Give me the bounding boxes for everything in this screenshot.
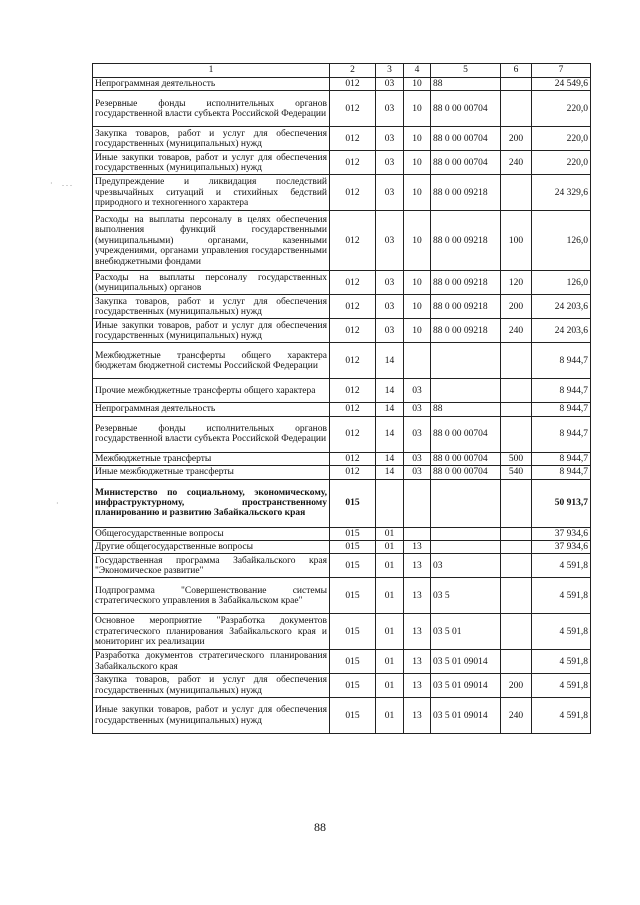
header-col-3: 3 bbox=[376, 64, 404, 78]
row-target-article: 88 0 00 09218 bbox=[431, 295, 501, 319]
row-target-article: 88 0 00 00704 bbox=[431, 151, 501, 175]
row-expense-type bbox=[501, 650, 532, 674]
row-amount: 24 203,6 bbox=[532, 319, 591, 343]
header-col-6: 6 bbox=[501, 64, 532, 78]
row-expense-type: 240 bbox=[501, 151, 532, 175]
row-subsection: 13 bbox=[404, 578, 431, 614]
row-amount: 4 591,8 bbox=[532, 698, 591, 734]
table-row bbox=[93, 452, 591, 465]
row-name: Непрограммная деятельность bbox=[93, 403, 330, 416]
row-subsection bbox=[404, 527, 431, 540]
row-name: Межбюджетные трансферты общего характера бюджетам бюджетной системы Российской Федерации bbox=[93, 343, 330, 379]
row-section: 01 bbox=[376, 698, 404, 734]
table-row bbox=[93, 674, 591, 698]
header-col-5: 5 bbox=[431, 64, 501, 78]
row-name: Расходы на выплаты персоналу в целях обеспечения выполнения функций государственными (муниципальными) органами, казенными учреждениями, органами управления государственными внебюджетными фондами bbox=[93, 211, 330, 271]
row-section: 03 bbox=[376, 271, 404, 295]
margin-mark: · bbox=[50, 179, 53, 188]
row-name: Закупка товаров, работ и услуг для обеспечения государственных (муниципальных) нужд bbox=[93, 127, 330, 151]
row-target-article: 88 0 00 00704 bbox=[431, 452, 501, 465]
row-section: 03 bbox=[376, 127, 404, 151]
row-admin-code: 015 bbox=[330, 541, 376, 554]
row-subsection: 10 bbox=[404, 271, 431, 295]
row-section: 03 bbox=[376, 295, 404, 319]
row-admin-code: 012 bbox=[330, 151, 376, 175]
table-row bbox=[93, 379, 591, 403]
row-name: Межбюджетные трансферты bbox=[93, 452, 330, 465]
table-body bbox=[93, 78, 591, 734]
row-section: 14 bbox=[376, 403, 404, 416]
row-expense-type bbox=[501, 578, 532, 614]
table-row bbox=[93, 343, 591, 379]
row-admin-code: 012 bbox=[330, 452, 376, 465]
row-subsection: 10 bbox=[404, 295, 431, 319]
row-section: 01 bbox=[376, 650, 404, 674]
row-amount: 8 944,7 bbox=[532, 343, 591, 379]
table-row bbox=[93, 578, 591, 614]
row-target-article: 88 0 00 00704 bbox=[431, 127, 501, 151]
row-subsection: 13 bbox=[404, 554, 431, 578]
row-target-article bbox=[431, 527, 501, 540]
row-section: 14 bbox=[376, 466, 404, 479]
row-subsection: 10 bbox=[404, 319, 431, 343]
table-row bbox=[93, 271, 591, 295]
row-subsection: 13 bbox=[404, 614, 431, 650]
row-admin-code: 012 bbox=[330, 78, 376, 91]
row-expense-type bbox=[501, 527, 532, 540]
row-admin-code: 015 bbox=[330, 650, 376, 674]
row-section: 03 bbox=[376, 175, 404, 211]
row-expense-type: 120 bbox=[501, 271, 532, 295]
row-section bbox=[376, 479, 404, 527]
row-section: 03 bbox=[376, 91, 404, 127]
row-amount: 4 591,8 bbox=[532, 554, 591, 578]
header-col-7: 7 bbox=[532, 64, 591, 78]
header-row bbox=[93, 64, 591, 78]
row-amount: 8 944,7 bbox=[532, 403, 591, 416]
margin-mark: · bbox=[56, 499, 59, 508]
header-col-2: 2 bbox=[330, 64, 376, 78]
row-section: 01 bbox=[376, 527, 404, 540]
row-target-article bbox=[431, 479, 501, 527]
margin-mark: . . . bbox=[62, 179, 72, 188]
row-name: Закупка товаров, работ и услуг для обеспечения государственных (муниципальных) нужд bbox=[93, 674, 330, 698]
row-subsection: 13 bbox=[404, 698, 431, 734]
row-name: Общегосударственные вопросы bbox=[93, 527, 330, 540]
row-subsection: 03 bbox=[404, 452, 431, 465]
row-subsection: 13 bbox=[404, 650, 431, 674]
row-expense-type: 240 bbox=[501, 319, 532, 343]
row-subsection: 10 bbox=[404, 127, 431, 151]
row-section: 14 bbox=[376, 379, 404, 403]
row-name: Резервные фонды исполнительных органов государственной власти субъекта Российской Федерации bbox=[93, 416, 330, 452]
row-section: 01 bbox=[376, 614, 404, 650]
row-section: 03 bbox=[376, 78, 404, 91]
row-name: Разработка документов стратегического планирования Забайкальского края bbox=[93, 650, 330, 674]
table-row bbox=[93, 416, 591, 452]
row-subsection: 13 bbox=[404, 674, 431, 698]
row-expense-type bbox=[501, 78, 532, 91]
row-section: 01 bbox=[376, 554, 404, 578]
table-row bbox=[93, 479, 591, 527]
row-expense-type bbox=[501, 416, 532, 452]
row-name: Государственная программа Забайкальского края "Экономическое развитие" bbox=[93, 554, 330, 578]
row-name: Министерство по социальному, экономическому, инфраструктурному, пространственному планированию и развитию Забайкальского края bbox=[93, 479, 330, 527]
row-amount: 4 591,8 bbox=[532, 578, 591, 614]
row-subsection: 10 bbox=[404, 211, 431, 271]
table-row bbox=[93, 466, 591, 479]
row-amount: 8 944,7 bbox=[532, 416, 591, 452]
row-amount: 4 591,8 bbox=[532, 614, 591, 650]
row-expense-type bbox=[501, 554, 532, 578]
row-admin-code: 015 bbox=[330, 614, 376, 650]
row-expense-type bbox=[501, 614, 532, 650]
row-target-article: 03 5 01 09014 bbox=[431, 674, 501, 698]
row-target-article: 03 5 01 09014 bbox=[431, 698, 501, 734]
row-expense-type bbox=[501, 541, 532, 554]
row-expense-type: 240 bbox=[501, 698, 532, 734]
row-target-article: 88 0 00 00704 bbox=[431, 416, 501, 452]
row-subsection: 10 bbox=[404, 91, 431, 127]
row-admin-code: 015 bbox=[330, 674, 376, 698]
row-target-article: 88 0 00 09218 bbox=[431, 175, 501, 211]
row-expense-type bbox=[501, 175, 532, 211]
row-target-article: 88 0 00 00704 bbox=[431, 91, 501, 127]
row-admin-code: 015 bbox=[330, 527, 376, 540]
row-name: Расходы на выплаты персоналу государственных (муниципальных) органов bbox=[93, 271, 330, 295]
row-amount: 37 934,6 bbox=[532, 541, 591, 554]
row-target-article bbox=[431, 379, 501, 403]
row-admin-code: 015 bbox=[330, 479, 376, 527]
row-name: Резервные фонды исполнительных органов государственной власти субъекта Российской Федерации bbox=[93, 91, 330, 127]
row-target-article: 88 bbox=[431, 78, 501, 91]
row-name: Непрограммная деятельность bbox=[93, 78, 330, 91]
row-expense-type bbox=[501, 379, 532, 403]
row-expense-type: 500 bbox=[501, 452, 532, 465]
row-subsection: 03 bbox=[404, 379, 431, 403]
row-amount: 8 944,7 bbox=[532, 452, 591, 465]
table-row bbox=[93, 554, 591, 578]
table-row bbox=[93, 403, 591, 416]
row-subsection: 03 bbox=[404, 466, 431, 479]
row-admin-code: 012 bbox=[330, 343, 376, 379]
row-name: Иные закупки товаров, работ и услуг для обеспечения государственных (муниципальных) нужд bbox=[93, 151, 330, 175]
row-amount: 220,0 bbox=[532, 91, 591, 127]
row-admin-code: 012 bbox=[330, 127, 376, 151]
table-row bbox=[93, 211, 591, 271]
table-row bbox=[93, 541, 591, 554]
row-section: 03 bbox=[376, 151, 404, 175]
row-target-article: 03 5 01 09014 bbox=[431, 650, 501, 674]
row-amount: 4 591,8 bbox=[532, 674, 591, 698]
row-section: 14 bbox=[376, 416, 404, 452]
row-admin-code: 012 bbox=[330, 403, 376, 416]
row-admin-code: 012 bbox=[330, 319, 376, 343]
row-admin-code: 015 bbox=[330, 578, 376, 614]
budget-table bbox=[92, 63, 591, 734]
row-subsection: 03 bbox=[404, 403, 431, 416]
row-target-article: 88 0 00 09218 bbox=[431, 319, 501, 343]
row-subsection: 13 bbox=[404, 541, 431, 554]
row-admin-code: 012 bbox=[330, 91, 376, 127]
row-section: 01 bbox=[376, 674, 404, 698]
row-expense-type: 200 bbox=[501, 674, 532, 698]
table-row bbox=[93, 78, 591, 91]
row-amount: 50 913,7 bbox=[532, 479, 591, 527]
row-subsection: 10 bbox=[404, 175, 431, 211]
row-expense-type: 100 bbox=[501, 211, 532, 271]
row-expense-type: 200 bbox=[501, 127, 532, 151]
row-amount: 24 329,6 bbox=[532, 175, 591, 211]
row-subsection: 03 bbox=[404, 416, 431, 452]
table-row bbox=[93, 527, 591, 540]
table-row bbox=[93, 151, 591, 175]
row-amount: 220,0 bbox=[532, 151, 591, 175]
header-col-4: 4 bbox=[404, 64, 431, 78]
row-name: Основное мероприятие "Разработка документов стратегического планирования Забайкальского края и мониторинг их реализации bbox=[93, 614, 330, 650]
row-name: Прочие межбюджетные трансферты общего характера bbox=[93, 379, 330, 403]
row-section: 01 bbox=[376, 541, 404, 554]
row-name: Иные закупки товаров, работ и услуг для обеспечения государственных (муниципальных) нужд bbox=[93, 319, 330, 343]
row-amount: 220,0 bbox=[532, 127, 591, 151]
row-name: Иные межбюджетные трансферты bbox=[93, 466, 330, 479]
row-subsection bbox=[404, 479, 431, 527]
row-amount: 126,0 bbox=[532, 271, 591, 295]
row-amount: 8 944,7 bbox=[532, 379, 591, 403]
row-subsection bbox=[404, 343, 431, 379]
row-target-article: 88 bbox=[431, 403, 501, 416]
row-admin-code: 012 bbox=[330, 379, 376, 403]
row-admin-code: 015 bbox=[330, 554, 376, 578]
row-section: 03 bbox=[376, 211, 404, 271]
row-amount: 24 549,6 bbox=[532, 78, 591, 91]
row-admin-code: 015 bbox=[330, 698, 376, 734]
row-amount: 126,0 bbox=[532, 211, 591, 271]
row-target-article: 88 0 00 09218 bbox=[431, 211, 501, 271]
page-number: 88 bbox=[314, 820, 326, 834]
row-admin-code: 012 bbox=[330, 466, 376, 479]
row-admin-code: 012 bbox=[330, 416, 376, 452]
row-amount: 24 203,6 bbox=[532, 295, 591, 319]
header-col-1: 1 bbox=[93, 64, 330, 78]
table-row bbox=[93, 91, 591, 127]
row-amount: 4 591,8 bbox=[532, 650, 591, 674]
row-target-article bbox=[431, 541, 501, 554]
row-target-article bbox=[431, 343, 501, 379]
row-section: 03 bbox=[376, 319, 404, 343]
row-name: Подпрограмма "Совершенствование системы стратегического управления в Забайкальском крае" bbox=[93, 578, 330, 614]
row-expense-type bbox=[501, 343, 532, 379]
row-subsection: 10 bbox=[404, 151, 431, 175]
row-name: Закупка товаров, работ и услуг для обеспечения государственных (муниципальных) нужд bbox=[93, 295, 330, 319]
row-section: 14 bbox=[376, 452, 404, 465]
row-section: 01 bbox=[376, 578, 404, 614]
row-admin-code: 012 bbox=[330, 175, 376, 211]
row-target-article: 03 bbox=[431, 554, 501, 578]
row-section: 14 bbox=[376, 343, 404, 379]
table-row bbox=[93, 698, 591, 734]
row-amount: 37 934,6 bbox=[532, 527, 591, 540]
row-target-article: 88 0 00 09218 bbox=[431, 271, 501, 295]
row-name: Иные закупки товаров, работ и услуг для обеспечения государственных (муниципальных) нужд bbox=[93, 698, 330, 734]
row-admin-code: 012 bbox=[330, 211, 376, 271]
row-name: Другие общегосударственные вопросы bbox=[93, 541, 330, 554]
row-expense-type bbox=[501, 91, 532, 127]
table-row bbox=[93, 319, 591, 343]
table-row bbox=[93, 175, 591, 211]
row-target-article: 03 5 01 bbox=[431, 614, 501, 650]
row-name: Предупреждение и ликвидация последствий чрезвычайных ситуаций и стихийных бедствий природного и техногенного характера bbox=[93, 175, 330, 211]
table-row bbox=[93, 614, 591, 650]
row-expense-type bbox=[501, 403, 532, 416]
row-target-article: 03 5 bbox=[431, 578, 501, 614]
table-row bbox=[93, 650, 591, 674]
row-expense-type: 540 bbox=[501, 466, 532, 479]
row-admin-code: 012 bbox=[330, 295, 376, 319]
row-subsection: 10 bbox=[404, 78, 431, 91]
row-amount: 8 944,7 bbox=[532, 466, 591, 479]
row-admin-code: 012 bbox=[330, 271, 376, 295]
row-expense-type bbox=[501, 479, 532, 527]
table-row bbox=[93, 295, 591, 319]
row-target-article: 88 0 00 00704 bbox=[431, 466, 501, 479]
table-row bbox=[93, 127, 591, 151]
row-expense-type: 200 bbox=[501, 295, 532, 319]
